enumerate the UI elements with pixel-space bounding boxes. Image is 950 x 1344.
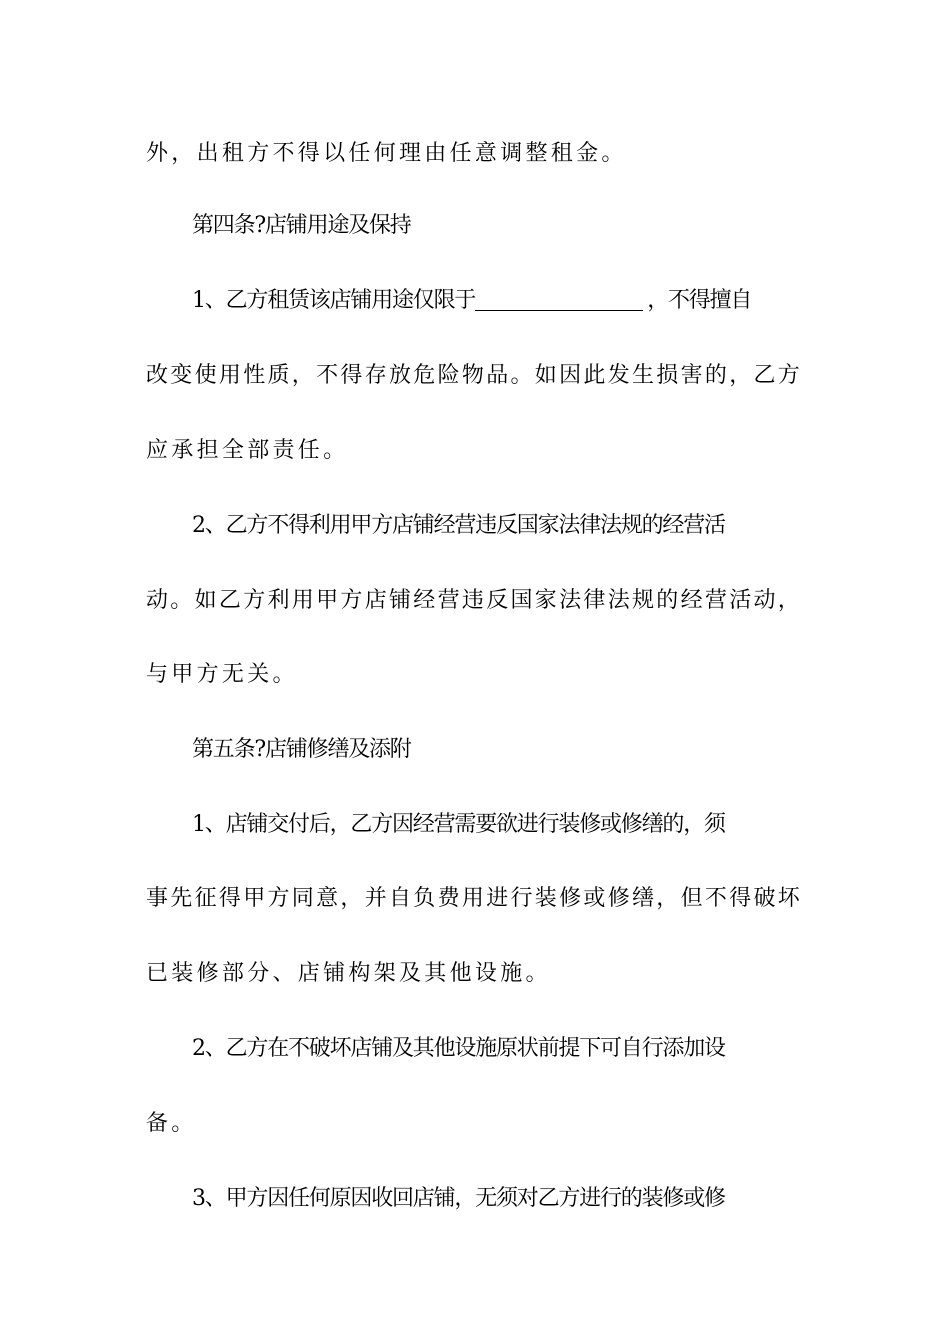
- paragraph-line: 2、乙方不得利用甲方店铺经营违反国家法律法规的经营活: [192, 513, 725, 538]
- paragraph-line: 与甲方无关。: [146, 662, 298, 687]
- paragraph-line: 事先征得甲方同意，并自负费用进行装修或修缮，但不得破坏: [146, 886, 803, 911]
- clause-text: 1、乙方租赁该店铺用途仅限于: [192, 288, 476, 313]
- paragraph-line: 1、店铺交付后，乙方因经营需要欲进行装修或修缮的，须: [192, 812, 725, 837]
- paragraph-line: 3、甲方因任何原因收回店铺，无须对乙方进行的装修或修: [192, 1186, 725, 1211]
- paragraph-line: 外，出租方不得以任何理由任意调整租金。: [146, 141, 627, 166]
- section-heading-article-5: 第五条?店铺修缮及添附: [192, 737, 411, 762]
- paragraph-line: 应承担全部责任。: [146, 438, 349, 463]
- paragraph-line: 已装修部分、店铺构架及其他设施。: [146, 961, 551, 986]
- fill-in-blank: [475, 288, 643, 311]
- paragraph-line: 2、乙方在不破坏店铺及其他设施原状前提下可自行添加设: [192, 1036, 725, 1061]
- section-heading-article-4: 第四条?店铺用途及保持: [192, 213, 411, 238]
- clause-text: ，不得擅自: [647, 288, 752, 313]
- paragraph-line: 备。: [146, 1111, 197, 1136]
- paragraph-line: [192, 281, 852, 321]
- paragraph-line: 动。如乙方利用甲方店铺经营违反国家法律法规的经营活动，: [146, 588, 803, 613]
- paragraph-line: 改变使用性质，不得存放危险物品。如因此发生损害的，乙方: [146, 363, 803, 388]
